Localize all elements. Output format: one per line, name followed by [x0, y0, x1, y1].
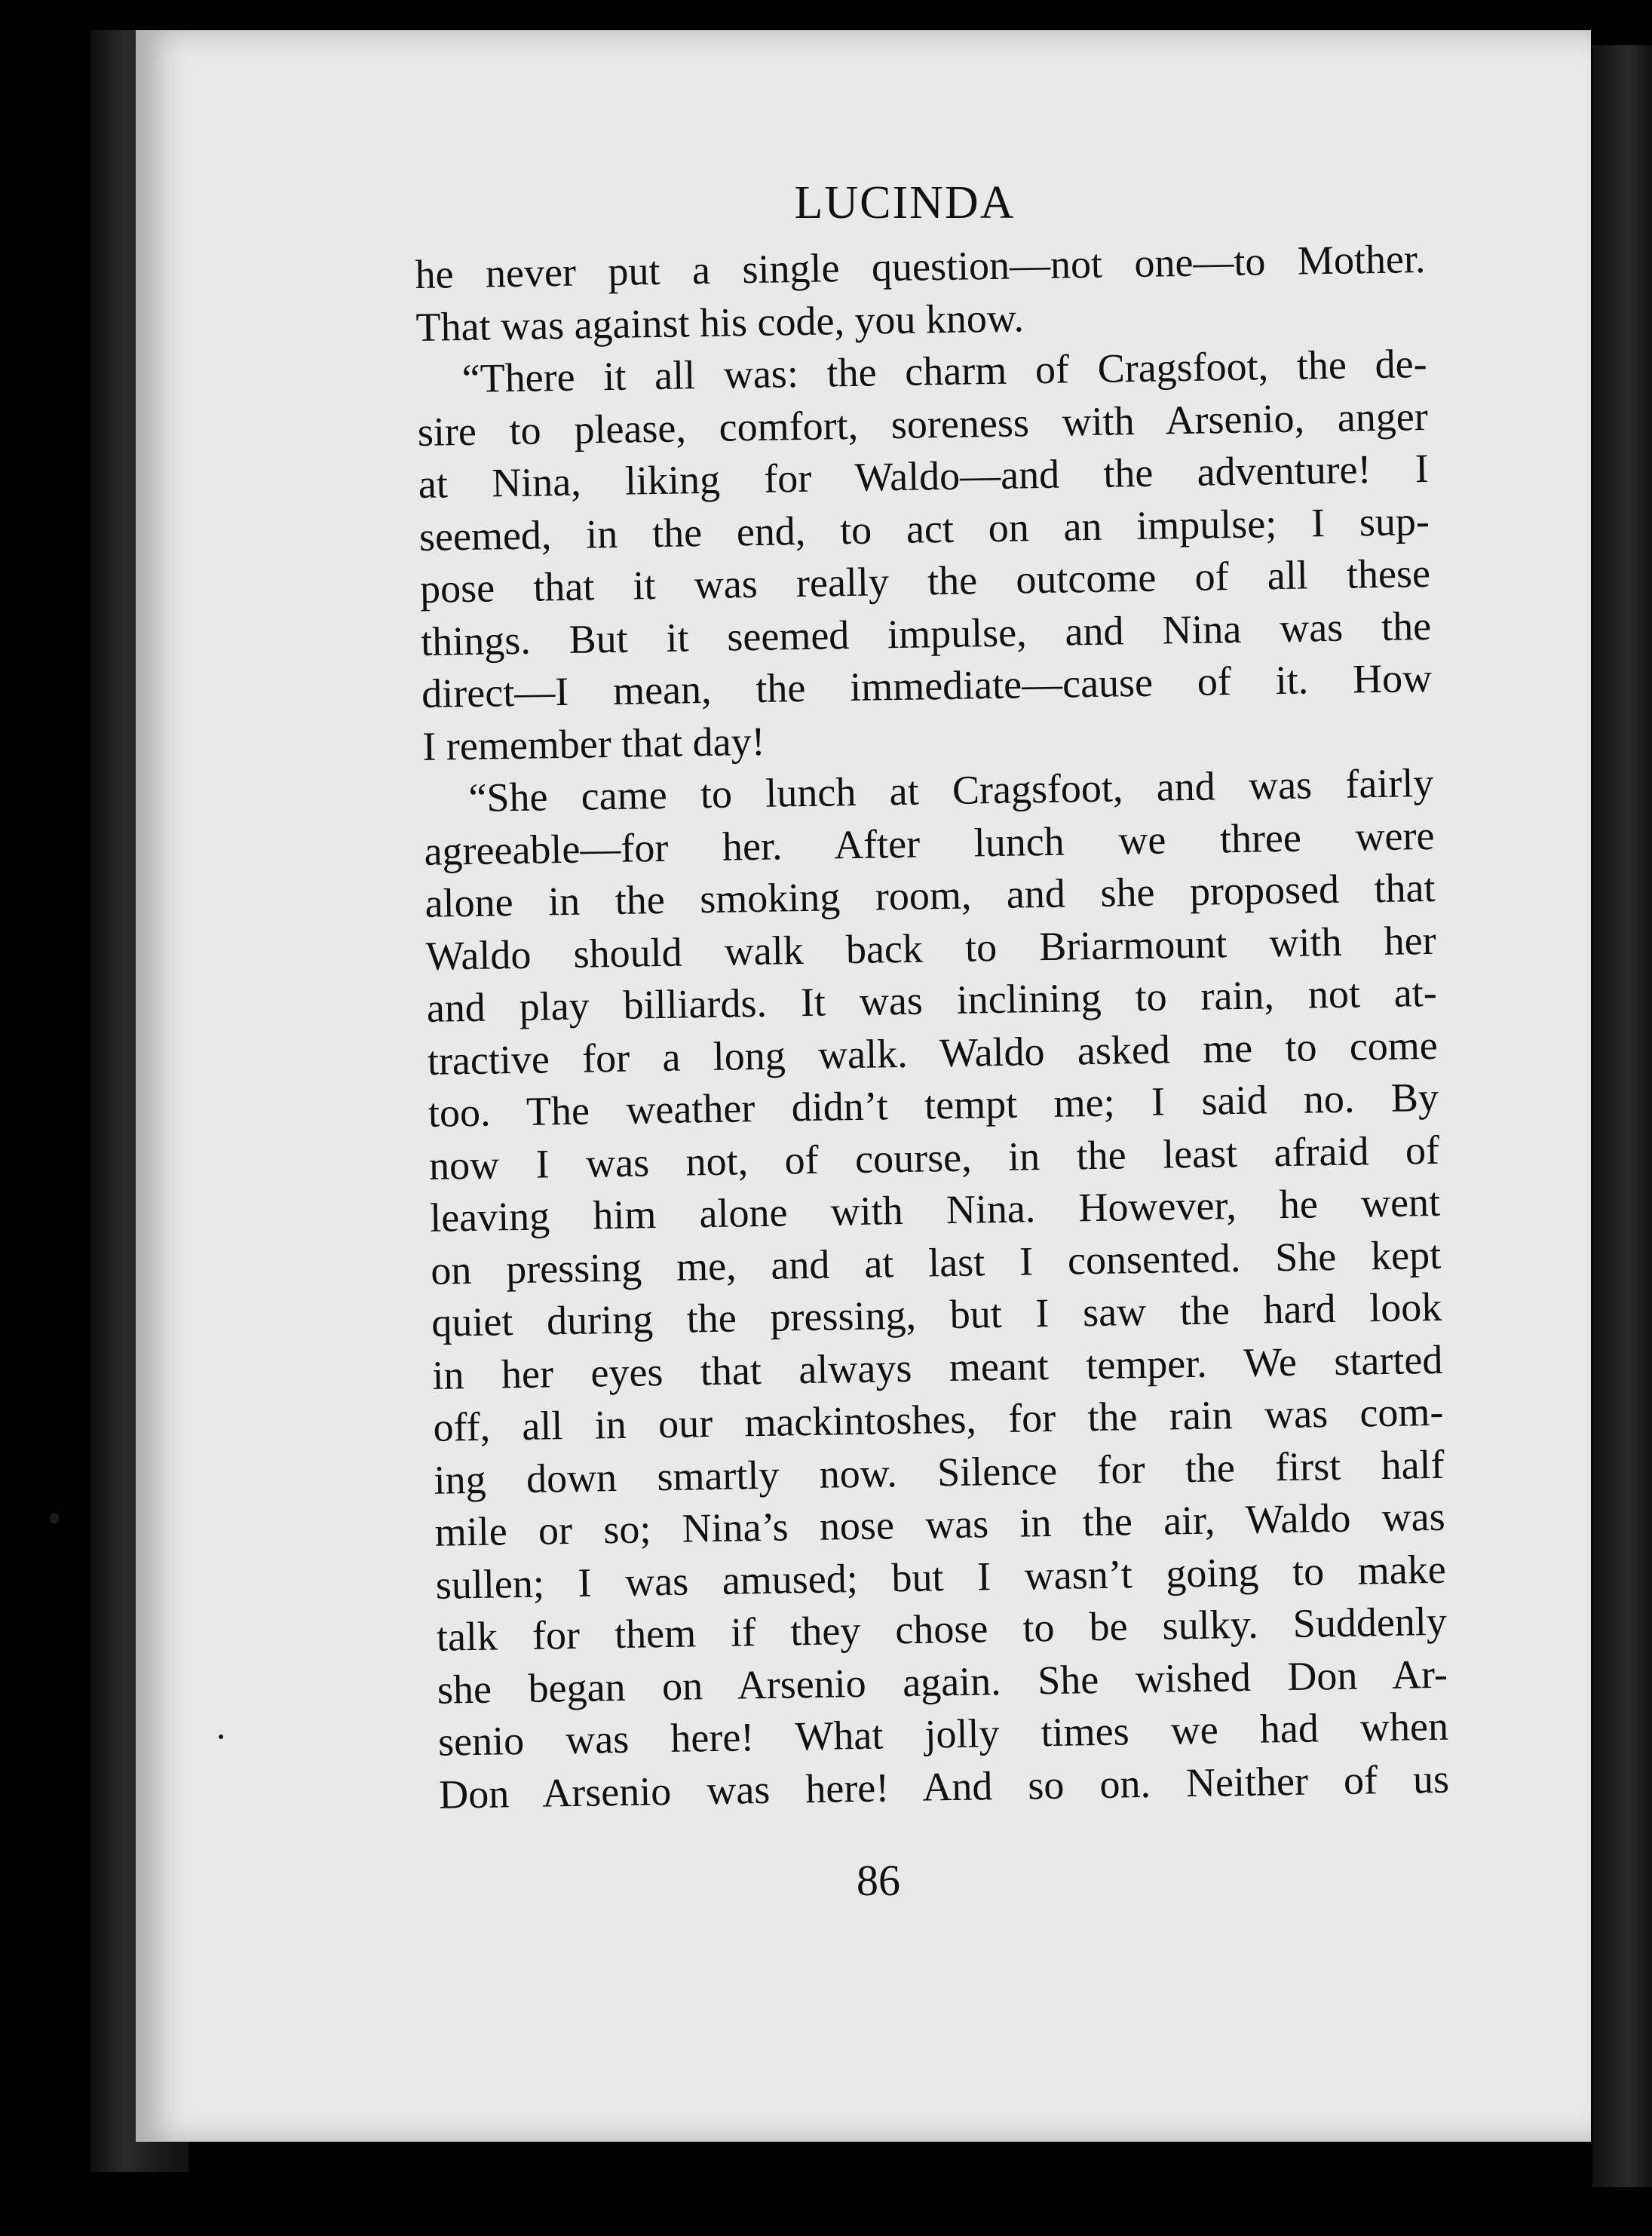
text-line: off, all in our mackintoshes, for the rain was com- — [433, 1388, 1444, 1450]
text-line: sire to please, comfort, soreness with Arsenio, anger — [417, 393, 1429, 455]
text-line: she began on Arsenio again. She wished Don Ar- — [437, 1651, 1448, 1713]
book-binding-right — [1592, 45, 1652, 2187]
text-line: pose that it was really the outcome of all these — [419, 550, 1431, 612]
text-line: on pressing me, and at last I consented. She kept — [430, 1231, 1442, 1293]
text-line: too. The weather didn’t tempt me; I said no. By — [428, 1074, 1439, 1136]
text-line: alone in the smoking room, and she proposed that — [424, 864, 1436, 926]
text-line: at Nina, liking for Waldo—and the adventure! I — [418, 445, 1430, 507]
page-number: 86 — [857, 1856, 900, 1905]
text-line: Waldo should walk back to Briarmount with her — [425, 917, 1437, 979]
text-line: mile or so; Nina’s nose was in the air, Waldo was — [434, 1493, 1446, 1555]
text-line: quiet during the pressing, but I saw the hard look — [431, 1284, 1442, 1345]
text-line: now I was not, of course, in the least afraid of — [428, 1127, 1440, 1189]
text-line: That was against his code, you know. — [415, 294, 1025, 350]
text-line: direct—I mean, the immediate—cause of it. How — [421, 655, 1433, 716]
text-line: “She came to lunch at Cragsfoot, and was fairly — [467, 759, 1434, 820]
text-line: talk for them if they chose to be sulky. Suddenly — [436, 1598, 1448, 1660]
body-text — [415, 233, 1450, 1821]
text-line: ing down smartly now. Silence for the first half — [434, 1441, 1445, 1503]
text-line: seemed, in the end, to act on an impulse; I sup- — [418, 498, 1430, 560]
running-head: LUCINDA — [794, 177, 1016, 229]
text-line: in her eyes that always meant temper. We started — [431, 1336, 1443, 1398]
text-line: “There it all was: the charm of Cragsfoot, the de- — [461, 340, 1428, 402]
text-line: things. But it seemed impulse, and Nina was the — [420, 603, 1432, 664]
text-line: I remember that day! — [421, 718, 766, 769]
scan-speck — [50, 1513, 59, 1523]
text-line: leaving him alone with Nina. However, he went — [429, 1179, 1441, 1241]
text-line: Don Arsenio was here! And so on. Neither of us — [438, 1756, 1450, 1817]
text-line: sullen; I was amused; but I wasn’t going to make — [435, 1546, 1447, 1608]
text-line: and play billiards. It was inclining to rain, not at- — [426, 969, 1438, 1031]
text-line: he never put a single question—not one—to Mother. — [415, 235, 1426, 297]
scan-speck — [219, 1735, 223, 1739]
text-line: tractive for a long walk. Waldo asked me to come — [427, 1022, 1439, 1084]
text-line: agreeable—for her. After lunch we three were — [424, 812, 1435, 874]
text-line: senio was here! What jolly times we had when — [437, 1703, 1449, 1765]
